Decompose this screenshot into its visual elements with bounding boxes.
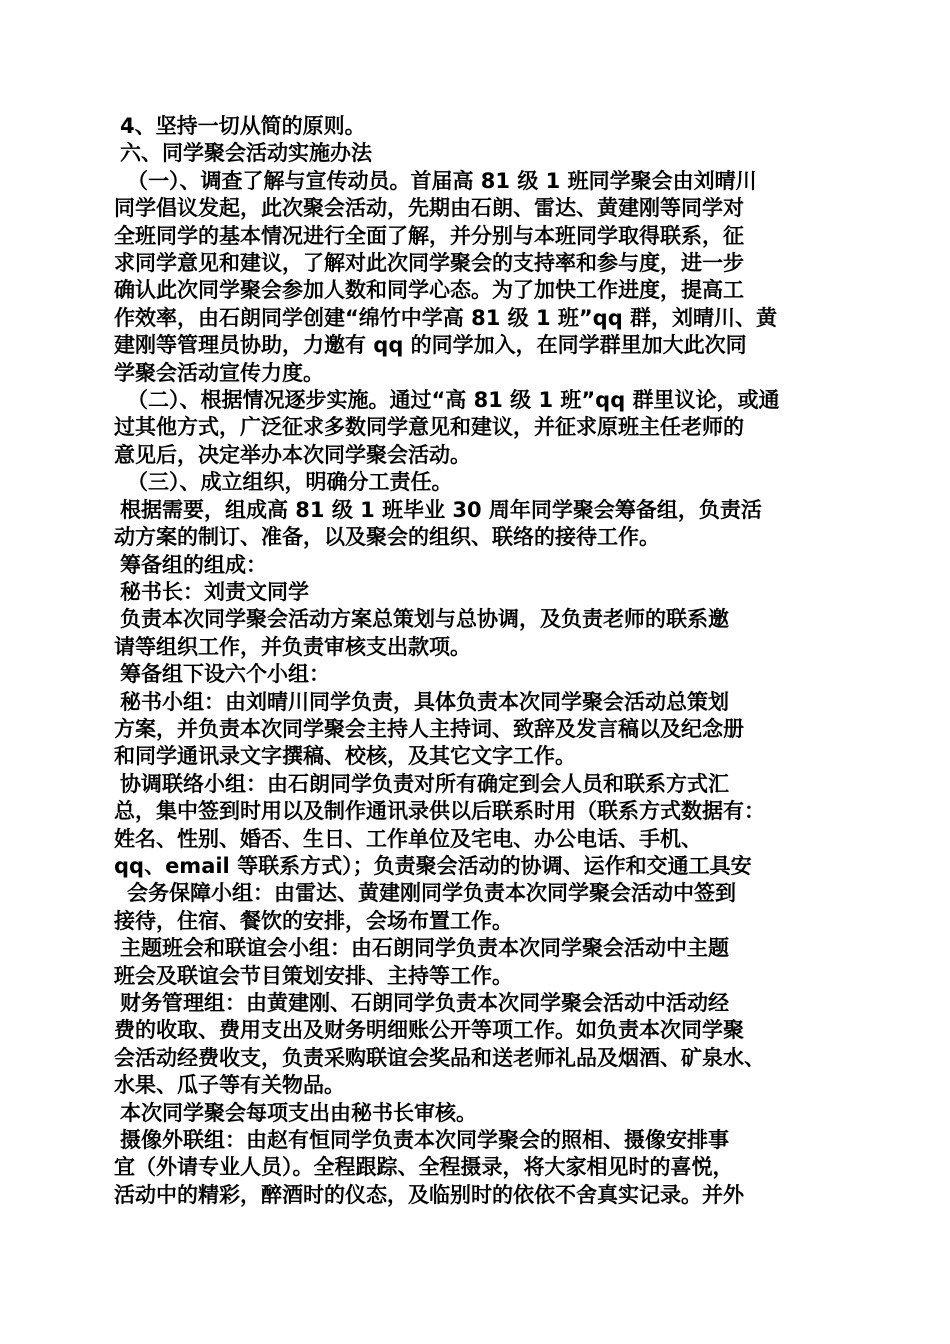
paragraph-line: 总，集中签到时用以及制作通讯录供以后联系时用（联系方式数据有： [114,799,765,824]
paragraph-line: 本次同学聚会每项支出由秘书长审核。 [120,1100,477,1125]
paragraph-line: 摄像外联组：由赵有恒同学负责本次同学聚会的照相、摄像安排事 [120,1128,729,1153]
paragraph-line: 财务管理组：由黄建刚、石朗同学负责本次同学聚会活动中活动经 [120,991,729,1015]
paragraph-line: 负责本次同学聚会活动方案总策划与总协调，及负责老师的联系邀 [120,607,729,632]
paragraph-line: 动方案的制订、准备，以及聚会的组织、联络的接待工作。 [114,525,660,550]
paragraph-line: 姓名、性别、婚否、生日、工作单位及宅电、办公电话、手机、 [114,826,702,851]
paragraph-line: 秘书长：刘责文同学 [120,579,309,604]
paragraph-line: 活动中的精彩，醉酒时的仪态，及临别时的依依不舍真实记录。并外 [114,1182,744,1207]
paragraph-line: 接待，住宿、餐饮的安排，会场布置工作。 [114,908,513,933]
paragraph-line: （一）、调查了解与宣传动员。首届高 81 级 1 班同学聚会由刘晴川 [127,168,757,193]
paragraph-line: qq、email 等联系方式）；负责聚会活动的协调、运作和交通工具安 [114,853,752,878]
paragraph-line: 全班同学的基本情况进行全面了解，并分别与本班同学取得联系，征 [114,223,744,248]
paragraph-line: 筹备组下设六个小组： [120,662,330,687]
paragraph-line: 协调联络小组：由石朗同学负责对所有确定到会人员和联系方式汇 [120,771,729,796]
section-heading: 六、同学聚会活动实施办法 [120,141,372,166]
paragraph-line: 方案，并负责本次同学聚会主持人主持词、致辞及发言稿以及纪念册 [114,716,744,741]
paragraph-line: 会活动经费收支，负责采购联谊会奖品和送老师礼品及烟酒、矿泉水、 [114,1045,765,1070]
subsection-heading: （三）、成立组织，明确分工责任。 [127,470,453,495]
paragraph-line: 班会及联谊会节目策划安排、主持等工作。 [114,963,513,988]
paragraph-line: 学聚会活动宣传力度。 [114,360,324,385]
paragraph-line: （二）、根据情况逐步实施。通过“高 81 级 1 班”qq 群里议论，或通 [127,388,780,413]
paragraph-line: 水果、瓜子等有关物品。 [114,1073,345,1098]
paragraph-line: 过其他方式，广泛征求多数同学意见和建议，并征求原班主任老师的 [114,415,744,440]
paragraph-line: 宜（外请专业人员）。全程跟踪、全程摄录，将大家相见时的喜悦， [114,1155,734,1180]
paragraph-line: 秘书小组：由刘晴川同学负责，具体负责本次同学聚会活动总策划 [120,689,729,714]
paragraph-line: 作效率，由石朗同学创建“绵竹中学高 81 级 1 班”qq 群，刘晴川、黄 [114,305,778,330]
paragraph-line: 和同学通讯录文字撰稿、校核，及其它文字工作。 [114,744,576,769]
paragraph-line: 同学倡议发起，此次聚会活动，先期由石朗、雷达、黄建刚等同学对 [114,196,744,221]
paragraph-line: 筹备组的组成： [120,552,267,577]
paragraph-line: 意见后，决定举办本次同学聚会活动。 [114,442,471,467]
paragraph-line: 求同学意见和建议，了解对此次同学聚会的支持率和参与度，进一步 [114,251,744,276]
paragraph-line: 根据需要，组成高 81 级 1 班毕业 30 周年同学聚会筹备组，负责活 [120,497,762,522]
paragraph-line: 会务保障小组：由雷达、黄建刚同学负责本次同学聚会活动中签到 [127,881,736,906]
paragraph-line: 确认此次同学聚会参加人数和同学心态。为了加快工作进度，提高工 [114,278,744,303]
paragraph-line: 费的收取、费用支出及财务明细账公开等项工作。如负责本次同学聚 [114,1018,744,1043]
list-item-principle: 4、坚持一切从简的原则。 [120,114,366,138]
paragraph-line: 建刚等管理员协助，力邀有 qq 的同学加入，在同学群里加大此次同 [114,333,747,358]
document-body [114,113,854,1209]
paragraph-line: 请等组织工作，并负责审核支出款项。 [114,634,471,659]
paragraph-line: 主题班会和联谊会小组：由石朗同学负责本次同学聚会活动中主题 [120,936,729,961]
